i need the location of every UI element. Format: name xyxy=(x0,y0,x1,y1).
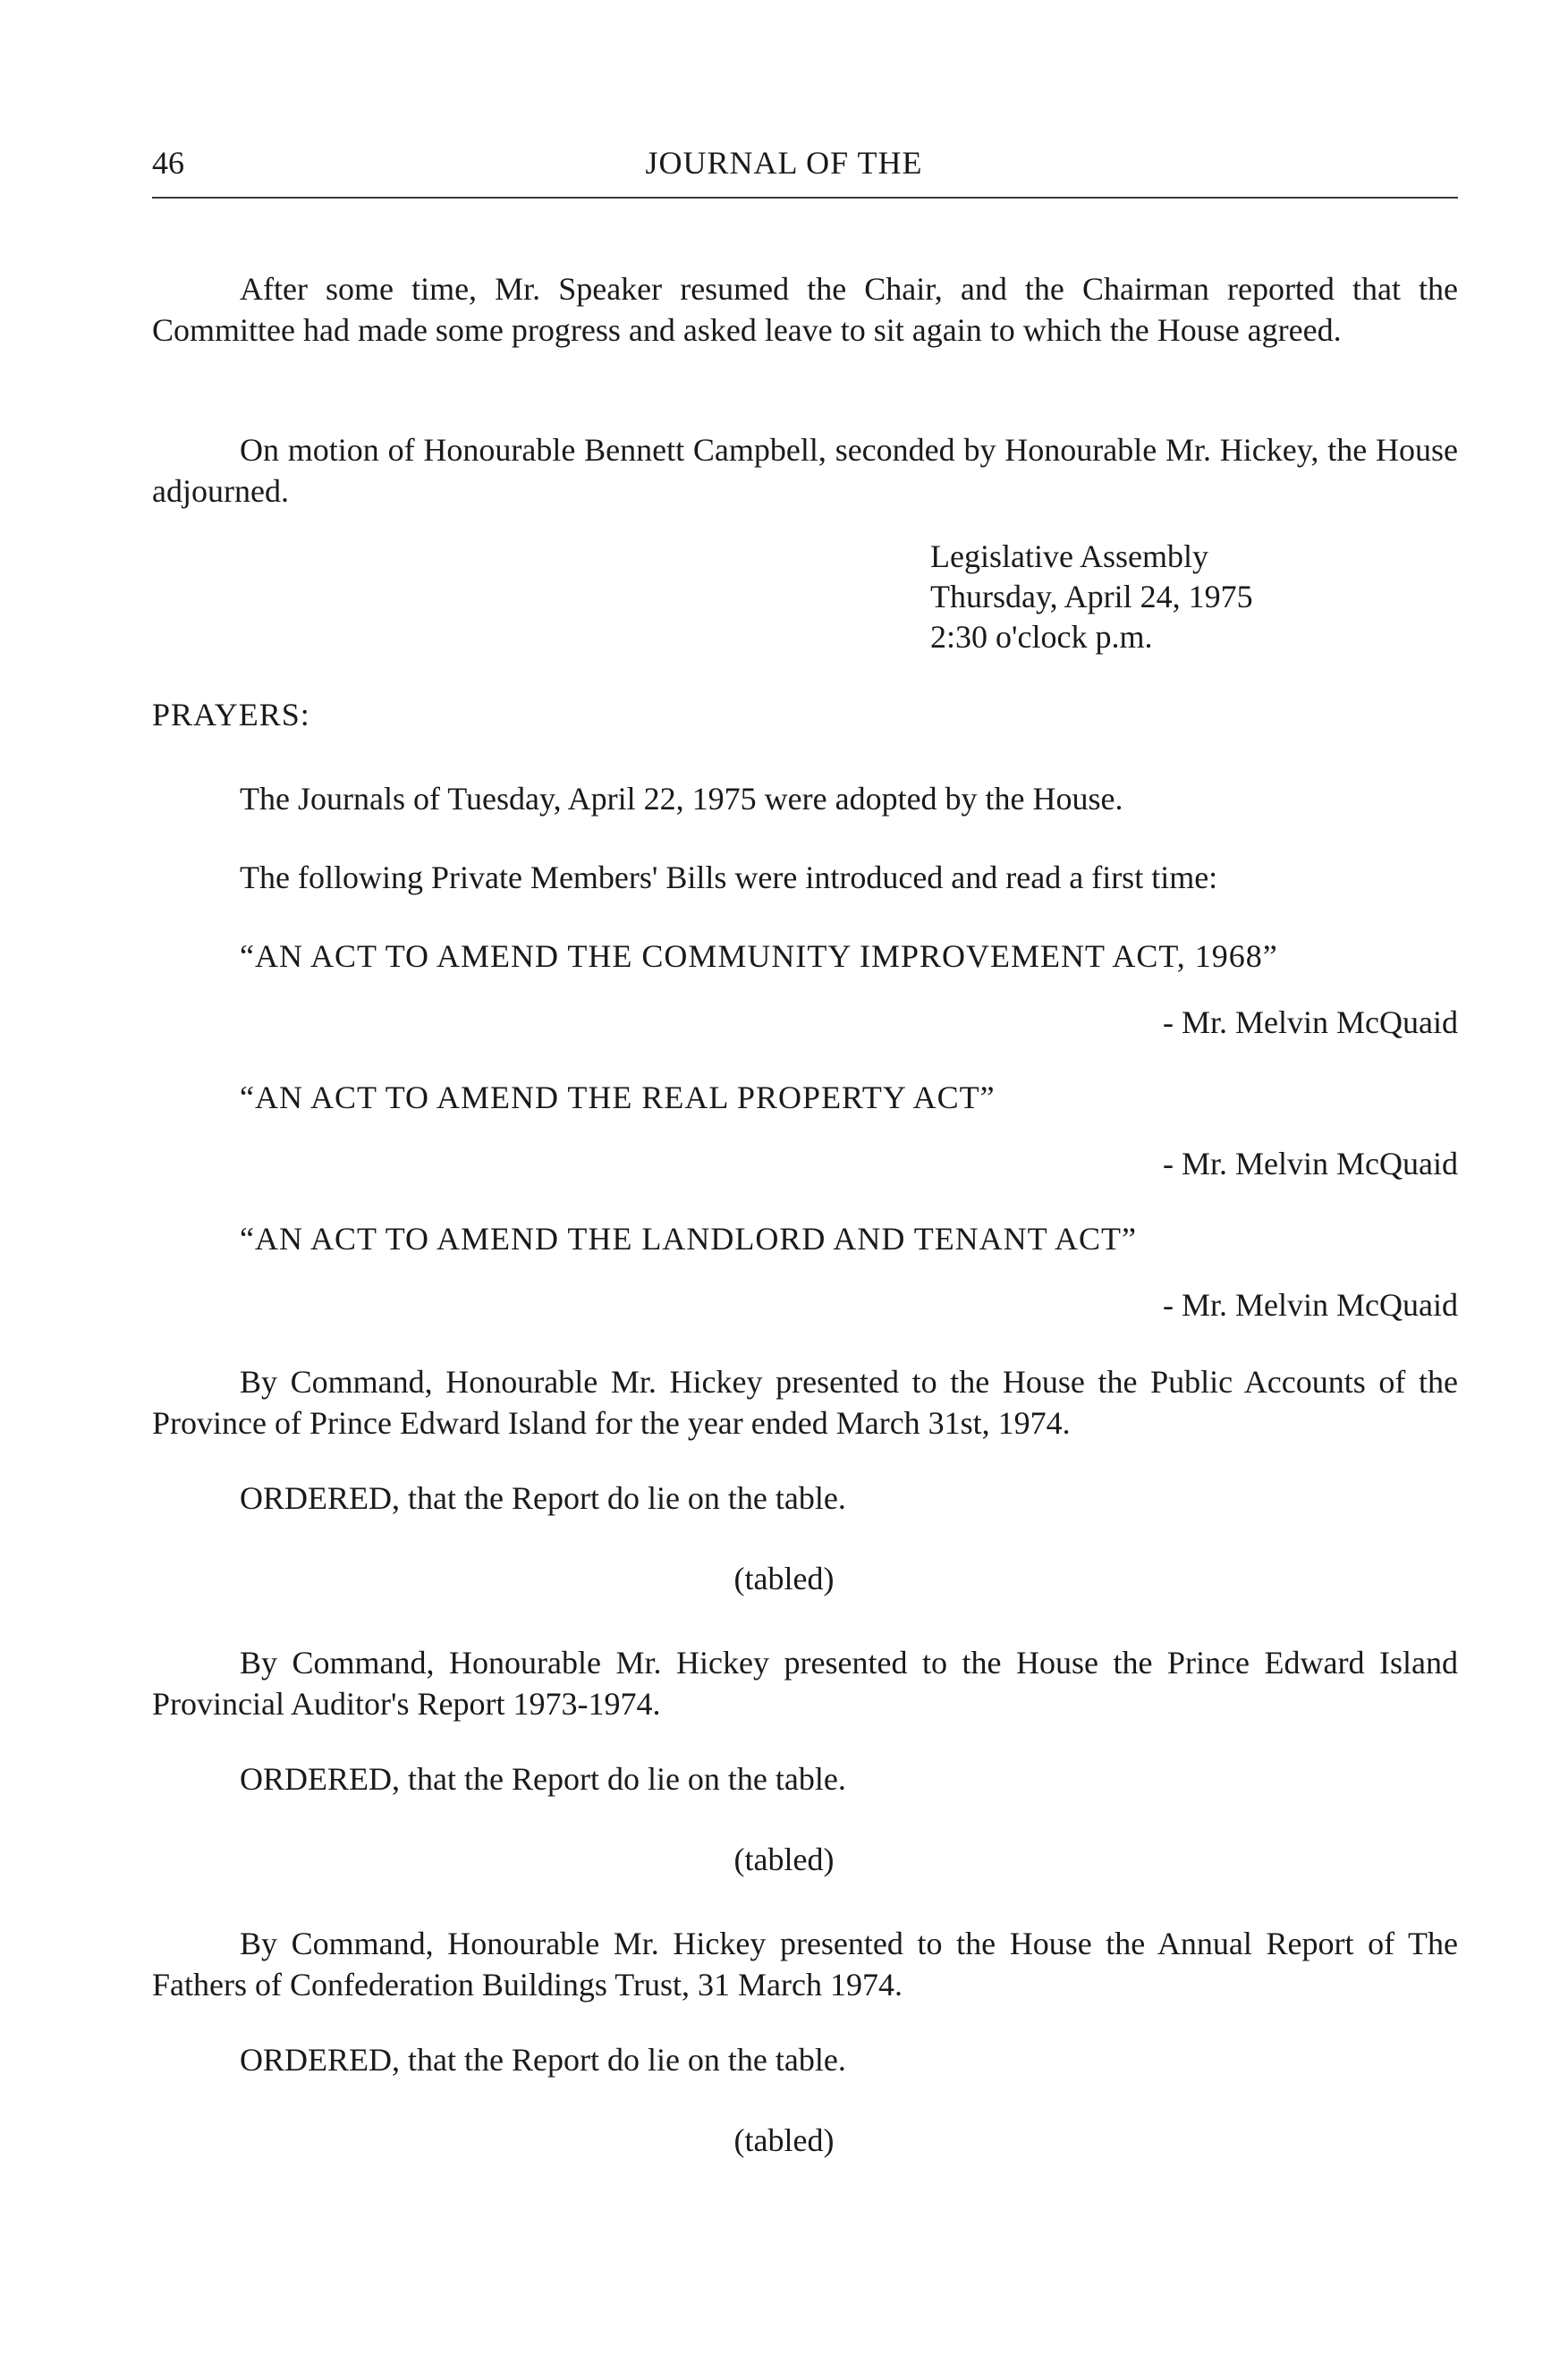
report-presented-paragraph: By Command, Honourable Mr. Hickey presented to the House the Prince Edward Island Provincial Auditor's Report 1973-1974. xyxy=(152,1645,1458,1722)
report-presented-paragraph: By Command, Honourable Mr. Hickey presented to the House the Public Accounts of the Province of Prince Edward Island for the year ended March 31st, 1974. xyxy=(152,1364,1458,1441)
bill-title: “AN ACT TO AMEND THE LANDLORD AND TENANT ACT” xyxy=(240,1221,1138,1257)
report-tabled-status: (tabled) xyxy=(733,1842,835,1877)
bill-sponsor: - Mr. Melvin McQuaid xyxy=(1163,1004,1458,1040)
session-body: Legislative Assembly xyxy=(930,538,1208,574)
page-number: 46 xyxy=(152,145,184,181)
bills-intro-text: The following Private Members' Bills were introduced and read a first time: xyxy=(240,859,1218,895)
report-ordered-text: ORDERED, that the Report do lie on the table. xyxy=(240,1761,846,1797)
committee-report-paragraph: After some time, Mr. Speaker resumed the Chair, and the Chairman reported that the Committee had made some progress and asked leave to sit again to which the House agreed. xyxy=(152,271,1458,348)
session-date: Thursday, April 24, 1975 xyxy=(930,579,1253,614)
bill-title: “AN ACT TO AMEND THE COMMUNITY IMPROVEMENT ACT, 1968” xyxy=(240,938,1278,974)
running-header: JOURNAL OF THE xyxy=(645,145,923,181)
report-ordered-text: ORDERED, that the Report do lie on the table. xyxy=(240,2042,846,2078)
bill-sponsor: - Mr. Melvin McQuaid xyxy=(1163,1146,1458,1181)
session-time: 2:30 o'clock p.m. xyxy=(930,619,1153,655)
adjournment-paragraph: On motion of Honourable Bennett Campbell, seconded by Honourable Mr. Hickey, the House adjourned. xyxy=(152,432,1458,509)
journals-adopted-text: The Journals of Tuesday, April 22, 1975 were adopted by the House. xyxy=(240,781,1123,817)
header-rule xyxy=(152,197,1458,199)
bill-sponsor: - Mr. Melvin McQuaid xyxy=(1163,1287,1458,1323)
report-presented-paragraph: By Command, Honourable Mr. Hickey presented to the House the Annual Report of The Fathers of Confederation Buildings Trust, 31 March 1974. xyxy=(152,1926,1458,2003)
prayers-heading: PRAYERS: xyxy=(152,697,310,732)
bill-title: “AN ACT TO AMEND THE REAL PROPERTY ACT” xyxy=(240,1080,996,1115)
report-tabled-status: (tabled) xyxy=(733,2122,835,2158)
report-ordered-text: ORDERED, that the Report do lie on the table. xyxy=(240,1480,846,1516)
report-tabled-status: (tabled) xyxy=(733,1561,835,1596)
